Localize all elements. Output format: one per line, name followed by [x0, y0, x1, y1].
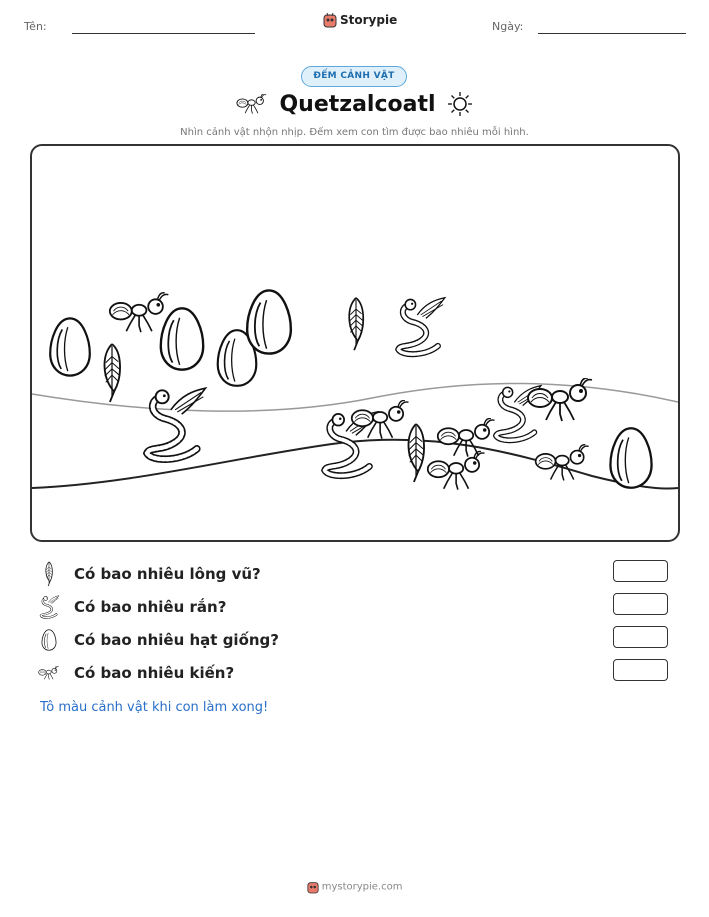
snake-2	[147, 388, 206, 459]
question-feathers	[38, 562, 261, 586]
name-field[interactable]	[72, 33, 255, 34]
ant-3	[438, 418, 495, 456]
ant-1	[110, 293, 169, 332]
brand-name: Storypie	[340, 13, 398, 27]
ant-5	[428, 451, 485, 489]
name-label: Tên:	[24, 20, 47, 33]
question-text: Có bao nhiêu lông vũ?	[74, 565, 261, 583]
seed-5	[610, 428, 651, 487]
sun-icon	[447, 91, 473, 117]
date-label: Ngày:	[492, 20, 524, 33]
answer-box-snakes[interactable]	[613, 593, 668, 615]
ant-6	[536, 445, 589, 481]
brand-logo	[323, 12, 397, 28]
date-field[interactable]	[538, 33, 686, 34]
footer-url[interactable]: mystorypie.com	[321, 881, 403, 893]
instructions: Nhìn cảnh vật nhộn nhịp. Đếm xem con tìm được bao nhiêu mỗi hình.	[180, 127, 529, 138]
counting-scene	[30, 144, 680, 542]
feather-icon	[38, 563, 60, 585]
seed-2	[161, 308, 203, 369]
question-text: Có bao nhiêu kiến?	[74, 664, 235, 682]
title-row	[0, 91, 709, 117]
ant-icon	[38, 662, 60, 684]
question-text: Có bao nhiêu hạt giống?	[74, 631, 279, 649]
ant-2	[352, 400, 409, 438]
ant-icon	[236, 93, 268, 115]
seed-1	[50, 318, 90, 375]
storypie-logo-icon	[323, 12, 337, 28]
answer-box-feathers[interactable]	[613, 560, 668, 582]
feather-2	[349, 298, 363, 350]
snake-1	[398, 298, 445, 354]
category-badge: ĐẾM CẢNH VẬT	[301, 66, 407, 87]
question-ants	[38, 661, 234, 685]
question-seeds	[38, 628, 279, 652]
answer-box-ants[interactable]	[613, 659, 668, 681]
feather-3	[408, 424, 424, 482]
question-text: Có bao nhiêu rắn?	[74, 598, 227, 616]
seed-4	[247, 290, 291, 353]
question-snakes	[38, 595, 226, 619]
seed-icon	[38, 629, 60, 651]
finish-instruction: Tô màu cảnh vật khi con làm xong!	[40, 700, 269, 715]
scene-drawing	[32, 146, 678, 540]
snake-icon	[38, 596, 60, 618]
footer	[0, 880, 709, 894]
answer-box-seeds[interactable]	[613, 626, 668, 648]
feather-1	[104, 344, 120, 402]
page-title: Quetzalcoatl	[279, 91, 436, 117]
storypie-logo-icon	[307, 880, 319, 894]
